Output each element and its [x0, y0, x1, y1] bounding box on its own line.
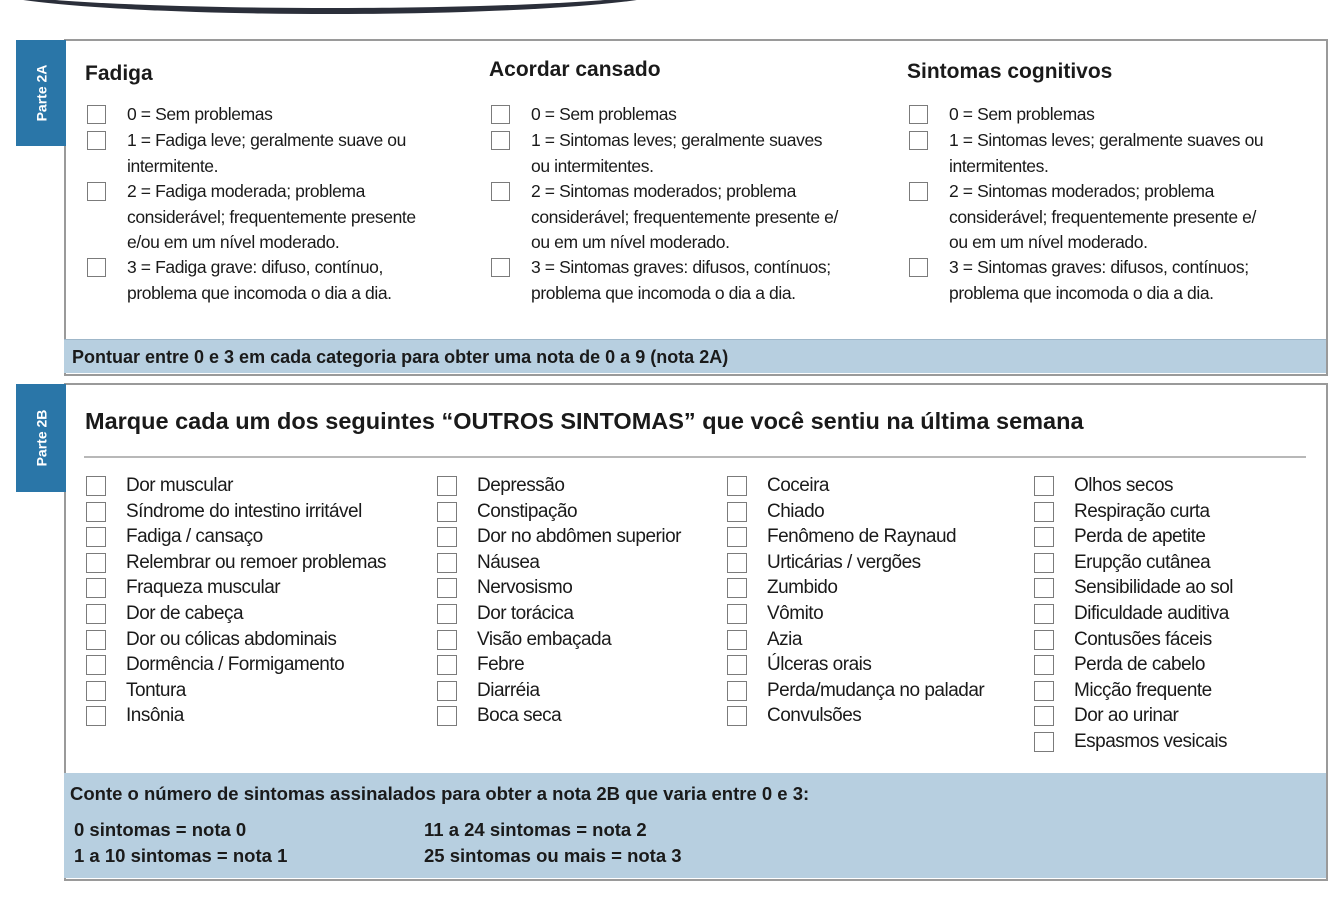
option-text-line: considerável; frequentemente presente e/ [531, 206, 838, 227]
symptom-checkbox[interactable] [1034, 655, 1054, 675]
symptom-checkbox[interactable] [86, 655, 106, 675]
symptom-item[interactable] [727, 680, 984, 702]
severity-option[interactable] [909, 255, 1249, 306]
symptom-checkbox[interactable] [437, 681, 457, 701]
option-checkbox[interactable] [87, 105, 106, 124]
symptom-item[interactable] [1034, 731, 1227, 753]
option-checkbox[interactable] [909, 182, 928, 201]
symptom-label: Coceira [767, 475, 829, 496]
part-2b-heading: Marque cada um dos seguintes “OUTROS SINTOMAS” que você sentiu na última semana [85, 408, 1084, 434]
symptom-item[interactable] [86, 680, 186, 702]
symptom-label: Contusões fáceis [1074, 628, 1212, 650]
severity-option[interactable] [87, 179, 416, 256]
symptom-item[interactable] [727, 552, 921, 574]
score-rule-1: 1 a 10 sintomas = nota 1 [74, 845, 288, 866]
symptom-item[interactable] [727, 475, 829, 497]
option-text-line: 0 = Sem problemas [949, 104, 1095, 124]
symptom-checkbox[interactable] [727, 655, 747, 675]
symptom-label: Sensibilidade ao sol [1074, 577, 1234, 599]
symptom-label: Vômito [767, 603, 824, 624]
symptom-checkbox[interactable] [86, 681, 106, 701]
part-2a-column-title: Fadiga [85, 62, 153, 85]
symptom-item[interactable] [1034, 603, 1229, 625]
symptom-item[interactable] [1034, 629, 1212, 651]
symptom-label: Espasmos vesicais [1074, 731, 1228, 752]
option-text-line: intermitente. [127, 155, 219, 176]
symptom-item[interactable] [437, 705, 561, 727]
symptom-item[interactable] [437, 526, 681, 548]
symptom-label: Constipação [477, 500, 578, 522]
symptom-checkbox[interactable] [1034, 681, 1054, 701]
symptom-item[interactable] [727, 603, 823, 625]
symptom-label: Diarréia [477, 679, 540, 701]
symptom-checkbox[interactable] [86, 630, 106, 650]
severity-option[interactable] [87, 128, 406, 179]
symptom-label: Azia [767, 628, 802, 650]
symptom-label: Náusea [477, 551, 540, 573]
severity-option[interactable] [491, 255, 831, 306]
symptom-item[interactable] [437, 552, 540, 574]
symptom-item[interactable] [86, 629, 336, 651]
symptom-label: Síndrome do intestino irritável [126, 500, 362, 522]
symptom-item[interactable] [86, 526, 263, 548]
symptom-label: Dor ao urinar [1074, 705, 1179, 727]
symptom-label: Dor ou cólicas abdominais [126, 628, 337, 650]
symptom-label: Boca seca [477, 705, 562, 727]
part-2a-column-title: Sintomas cognitivos [907, 60, 1113, 83]
symptom-label: Insônia [126, 705, 184, 727]
symptom-label: Respiração curta [1074, 500, 1210, 522]
symptom-checkbox[interactable] [1034, 604, 1054, 624]
symptom-label: Dor muscular [126, 475, 233, 496]
score-rule-2: 11 a 24 sintomas = nota 2 [424, 819, 647, 840]
divider [84, 456, 1306, 458]
symptom-checkbox[interactable] [1034, 553, 1054, 573]
symptom-checkbox[interactable] [727, 706, 747, 726]
option-checkbox[interactable] [909, 258, 928, 277]
symptom-checkbox[interactable] [437, 553, 457, 573]
symptom-label: Dor no abdômen superior [477, 526, 681, 548]
symptom-item[interactable] [86, 501, 362, 523]
symptom-label: Fraqueza muscular [126, 577, 281, 599]
score-rule-3: 25 sintomas ou mais = nota 3 [424, 845, 682, 866]
scoring-instruction: Conte o número de sintomas assinalados para obter a nota 2B que varia entre 0 e 3: [70, 783, 810, 804]
option-text-line: 1 = Sintomas leves; geralmente suaves [531, 130, 823, 150]
symptom-item[interactable] [86, 654, 344, 676]
severity-option[interactable] [491, 102, 676, 128]
symptom-label: Relembrar ou remoer problemas [126, 551, 387, 573]
symptom-checkbox[interactable] [1034, 578, 1054, 598]
option-text-line: problema que incomoda o dia a dia. [949, 282, 1214, 303]
option-checkbox[interactable] [909, 105, 928, 124]
symptom-label: Visão embaçada [477, 628, 612, 650]
symptom-label: Dor de cabeça [126, 603, 244, 624]
symptom-checkbox[interactable] [86, 527, 106, 547]
option-text-line: 3 = Sintomas graves: difusos, contínuos; [531, 257, 831, 277]
symptom-checkbox[interactable] [1034, 502, 1054, 522]
option-text-line: 1 = Sintomas leves; geralmente suaves ou [949, 130, 1264, 150]
option-text-line: 3 = Fadiga grave: difuso, contínuo, [127, 257, 383, 277]
symptom-checkbox[interactable] [437, 604, 457, 624]
option-checkbox[interactable] [87, 131, 106, 150]
symptom-checkbox[interactable] [437, 502, 457, 522]
symptom-item[interactable] [437, 577, 572, 599]
option-text-line: 1 = Fadiga leve; geralmente suave ou [127, 130, 406, 150]
symptom-checkbox[interactable] [86, 476, 106, 496]
symptom-item[interactable] [437, 680, 540, 702]
part-2a-footer: Pontuar entre 0 e 3 em cada categoria para obter uma nota de 0 a 9 (nota 2A) [64, 339, 1326, 373]
option-text-line: considerável; frequentemente presente [127, 206, 416, 227]
option-checkbox[interactable] [491, 258, 510, 277]
symptom-label: Depressão [477, 475, 565, 496]
symptom-item[interactable] [1034, 577, 1233, 599]
symptom-checkbox[interactable] [1034, 630, 1054, 650]
option-text-line: 2 = Sintomas moderados; problema [949, 181, 1214, 201]
option-text-line: intermitentes. [949, 155, 1049, 176]
symptom-checkbox[interactable] [1034, 527, 1054, 547]
severity-option[interactable] [909, 179, 1256, 256]
symptom-checkbox[interactable] [437, 476, 457, 496]
symptom-label: Fenômeno de Raynaud [767, 526, 957, 548]
symptom-checkbox[interactable] [727, 553, 747, 573]
symptom-checkbox[interactable] [86, 578, 106, 598]
symptom-checkbox[interactable] [727, 578, 747, 598]
symptom-item[interactable] [86, 552, 386, 574]
part-2b-footer [64, 773, 1326, 878]
option-checkbox[interactable] [909, 131, 928, 150]
symptom-label: Nervosismo [477, 577, 573, 599]
option-text-line: problema que incomoda o dia a dia. [127, 282, 392, 303]
symptom-item[interactable] [1034, 654, 1205, 676]
symptom-checkbox[interactable] [86, 604, 106, 624]
symptom-item[interactable] [1034, 552, 1210, 574]
symptom-item[interactable] [1034, 501, 1210, 523]
symptom-label: Dificuldade auditiva [1074, 603, 1229, 624]
symptom-label: Convulsões [767, 705, 862, 727]
severity-option[interactable] [491, 128, 822, 179]
symptom-checkbox[interactable] [86, 706, 106, 726]
symptom-label: Perda de apetite [1074, 526, 1206, 548]
symptom-checkbox[interactable] [437, 527, 457, 547]
symptom-label: Febre [477, 654, 525, 676]
part-2a-column-title: Acordar cansado [489, 58, 661, 81]
symptom-item[interactable] [1034, 526, 1205, 548]
symptom-label: Tontura [126, 679, 186, 701]
option-text-line: e/ou em um nível moderado. [127, 232, 340, 252]
symptom-checkbox[interactable] [86, 502, 106, 522]
option-text-line: 2 = Fadiga moderada; problema [127, 181, 365, 201]
symptom-checkbox[interactable] [437, 655, 457, 675]
symptom-item[interactable] [437, 629, 611, 651]
symptom-label: Fadiga / cansaço [126, 526, 263, 548]
symptom-checkbox[interactable] [86, 553, 106, 573]
symptom-label: Micção frequente [1074, 679, 1212, 701]
symptom-checkbox[interactable] [727, 527, 747, 547]
symptom-checkbox[interactable] [727, 681, 747, 701]
symptom-item[interactable] [86, 577, 280, 599]
symptom-label: Urticárias / vergões [767, 551, 921, 573]
symptom-checkbox[interactable] [727, 630, 747, 650]
option-text-line: problema que incomoda o dia a dia. [531, 282, 796, 303]
symptom-label: Úlceras orais [767, 654, 872, 676]
severity-option[interactable] [87, 102, 272, 128]
symptom-item[interactable] [727, 526, 956, 548]
symptom-checkbox[interactable] [1034, 476, 1054, 496]
option-text-line: considerável; frequentemente presente e/ [949, 206, 1256, 227]
symptom-item[interactable] [1034, 475, 1173, 497]
option-text-line: 0 = Sem problemas [531, 104, 677, 124]
option-text-line: ou em um nível moderado. [531, 232, 730, 252]
option-checkbox[interactable] [491, 131, 510, 150]
symptom-item[interactable] [727, 654, 871, 676]
symptom-checkbox[interactable] [727, 476, 747, 496]
symptom-checkbox[interactable] [437, 706, 457, 726]
severity-option[interactable] [909, 128, 1263, 179]
option-checkbox[interactable] [491, 182, 510, 201]
symptom-item[interactable] [437, 501, 577, 523]
symptom-checkbox[interactable] [437, 630, 457, 650]
option-text-line: 2 = Sintomas moderados; problema [531, 181, 796, 201]
symptom-label: Olhos secos [1074, 475, 1174, 496]
symptom-checkbox[interactable] [1034, 732, 1054, 752]
symptom-item[interactable] [1034, 680, 1212, 702]
symptom-checkbox[interactable] [727, 604, 747, 624]
symptom-item[interactable] [86, 705, 184, 727]
severity-option[interactable] [909, 102, 1094, 128]
severity-option[interactable] [87, 255, 392, 306]
symptom-item[interactable] [437, 603, 573, 625]
part-2b-tab: Parte 2B [16, 384, 66, 492]
option-text-line: ou intermitentes. [531, 155, 654, 176]
symptom-label: Chiado [767, 500, 825, 522]
symptom-item[interactable] [727, 629, 802, 651]
symptom-item[interactable] [86, 475, 233, 497]
symptom-item[interactable] [437, 475, 564, 497]
symptom-item[interactable] [1034, 705, 1178, 727]
option-checkbox[interactable] [87, 182, 106, 201]
symptom-label: Dormência / Formigamento [126, 654, 345, 676]
symptom-item[interactable] [86, 603, 243, 625]
option-text-line: 0 = Sem problemas [127, 104, 273, 124]
symptom-item[interactable] [727, 501, 824, 523]
symptom-checkbox[interactable] [1034, 706, 1054, 726]
symptom-label: Dor torácica [477, 603, 574, 624]
symptom-label: Perda de cabelo [1074, 654, 1205, 676]
symptom-checkbox[interactable] [437, 578, 457, 598]
symptom-label: Zumbido [767, 577, 838, 599]
symptom-item[interactable] [727, 705, 861, 727]
top-decorative-arc [0, 0, 680, 14]
symptom-item[interactable] [727, 577, 837, 599]
option-checkbox[interactable] [491, 105, 510, 124]
option-text-line: ou em um nível moderado. [949, 232, 1148, 252]
option-text-line: 3 = Sintomas graves: difusos, contínuos; [949, 257, 1249, 277]
symptom-checkbox[interactable] [727, 502, 747, 522]
option-checkbox[interactable] [87, 258, 106, 277]
part-2a-tab: Parte 2A [16, 40, 66, 146]
symptom-item[interactable] [437, 654, 524, 676]
severity-option[interactable] [491, 179, 838, 256]
symptom-label: Erupção cutânea [1074, 551, 1211, 573]
score-rule-0: 0 sintomas = nota 0 [74, 819, 247, 840]
symptom-label: Perda/mudança no paladar [767, 679, 985, 701]
